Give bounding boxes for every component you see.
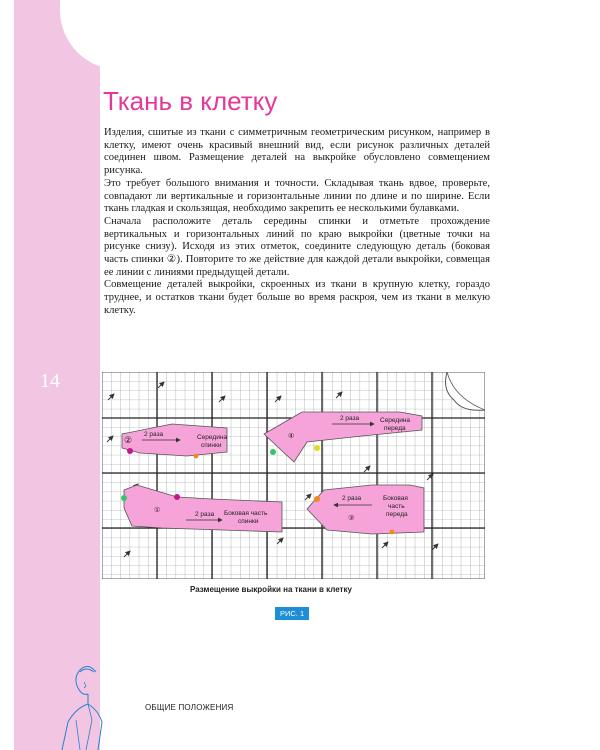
fold-label: 2 раза	[144, 431, 164, 438]
piece-label: Боковая	[383, 495, 408, 502]
body-text	[104, 127, 490, 318]
piece-number: ①	[154, 507, 161, 514]
piece-label: спинки	[238, 518, 259, 525]
piece-label: Середина	[197, 434, 228, 441]
piece-number: ②	[124, 435, 133, 445]
fabric-grid	[102, 372, 485, 579]
fold-label: 2 раза	[340, 415, 360, 422]
piece-number: ④	[288, 433, 295, 440]
paragraph: Это требует большого внимания и точности. Складывая ткань вдвое, проверьте, совпадают ли вертикальные и горизонтальные линии по длине и по ширине. Если ткань гладкая и скользящая, необходимо закрепить ее несколькими булавками.	[104, 177, 490, 215]
section-label: ОБЩИЕ ПОЛОЖЕНИЯ	[145, 703, 234, 712]
figure-caption: Размещение выкройки на ткани в клетку	[190, 585, 352, 594]
paragraph: Совмещение деталей выкройки, скроенных из ткани в крупную клетку, гораздо труднее, и остатков ткани будет больше во время раскроя, чем из ткани в мелкую клетку.	[104, 279, 490, 316]
paragraph: Сначала расположите деталь середины спинки и отметьте прохождение вертикальных и горизонтальных линий по краю выкройки (цветные точки на рисунке снизу). Исходя из этих отметок, соедините следующую деталь (боковая часть спинки ②). Повторите то же действие для каждой детали выкройки, совмещая ее линии с линиями предыдущей детали.	[104, 215, 490, 278]
piece-label: переда	[384, 425, 406, 432]
piece-label: переда	[386, 511, 408, 518]
piece-label: Боковая часть	[224, 510, 268, 517]
pattern-piece-side-front	[307, 485, 424, 534]
page-title: Ткань в клетку	[103, 86, 278, 116]
woman-sketch-icon	[58, 660, 138, 750]
piece-label: Середина	[380, 417, 411, 424]
piece-label: спинки	[201, 442, 222, 449]
paragraph: Изделия, сшитые из ткани с симметричным геометрическим рисунком, например в клетку, имеют очень красивый внешний вид, если рисунок различных деталей соединен швом. Размещение деталей на выкройке обусловлено совмещением рисунка.	[104, 127, 490, 177]
page-number: 14	[40, 370, 60, 392]
fold-label: 2 раза	[342, 495, 362, 502]
fold-label: 2 раза	[195, 511, 215, 518]
piece-number: ③	[348, 515, 355, 522]
fabric-layout-figure	[102, 372, 485, 579]
piece-label: часть	[388, 503, 405, 510]
figure-badge: РИС. 1	[275, 607, 309, 620]
